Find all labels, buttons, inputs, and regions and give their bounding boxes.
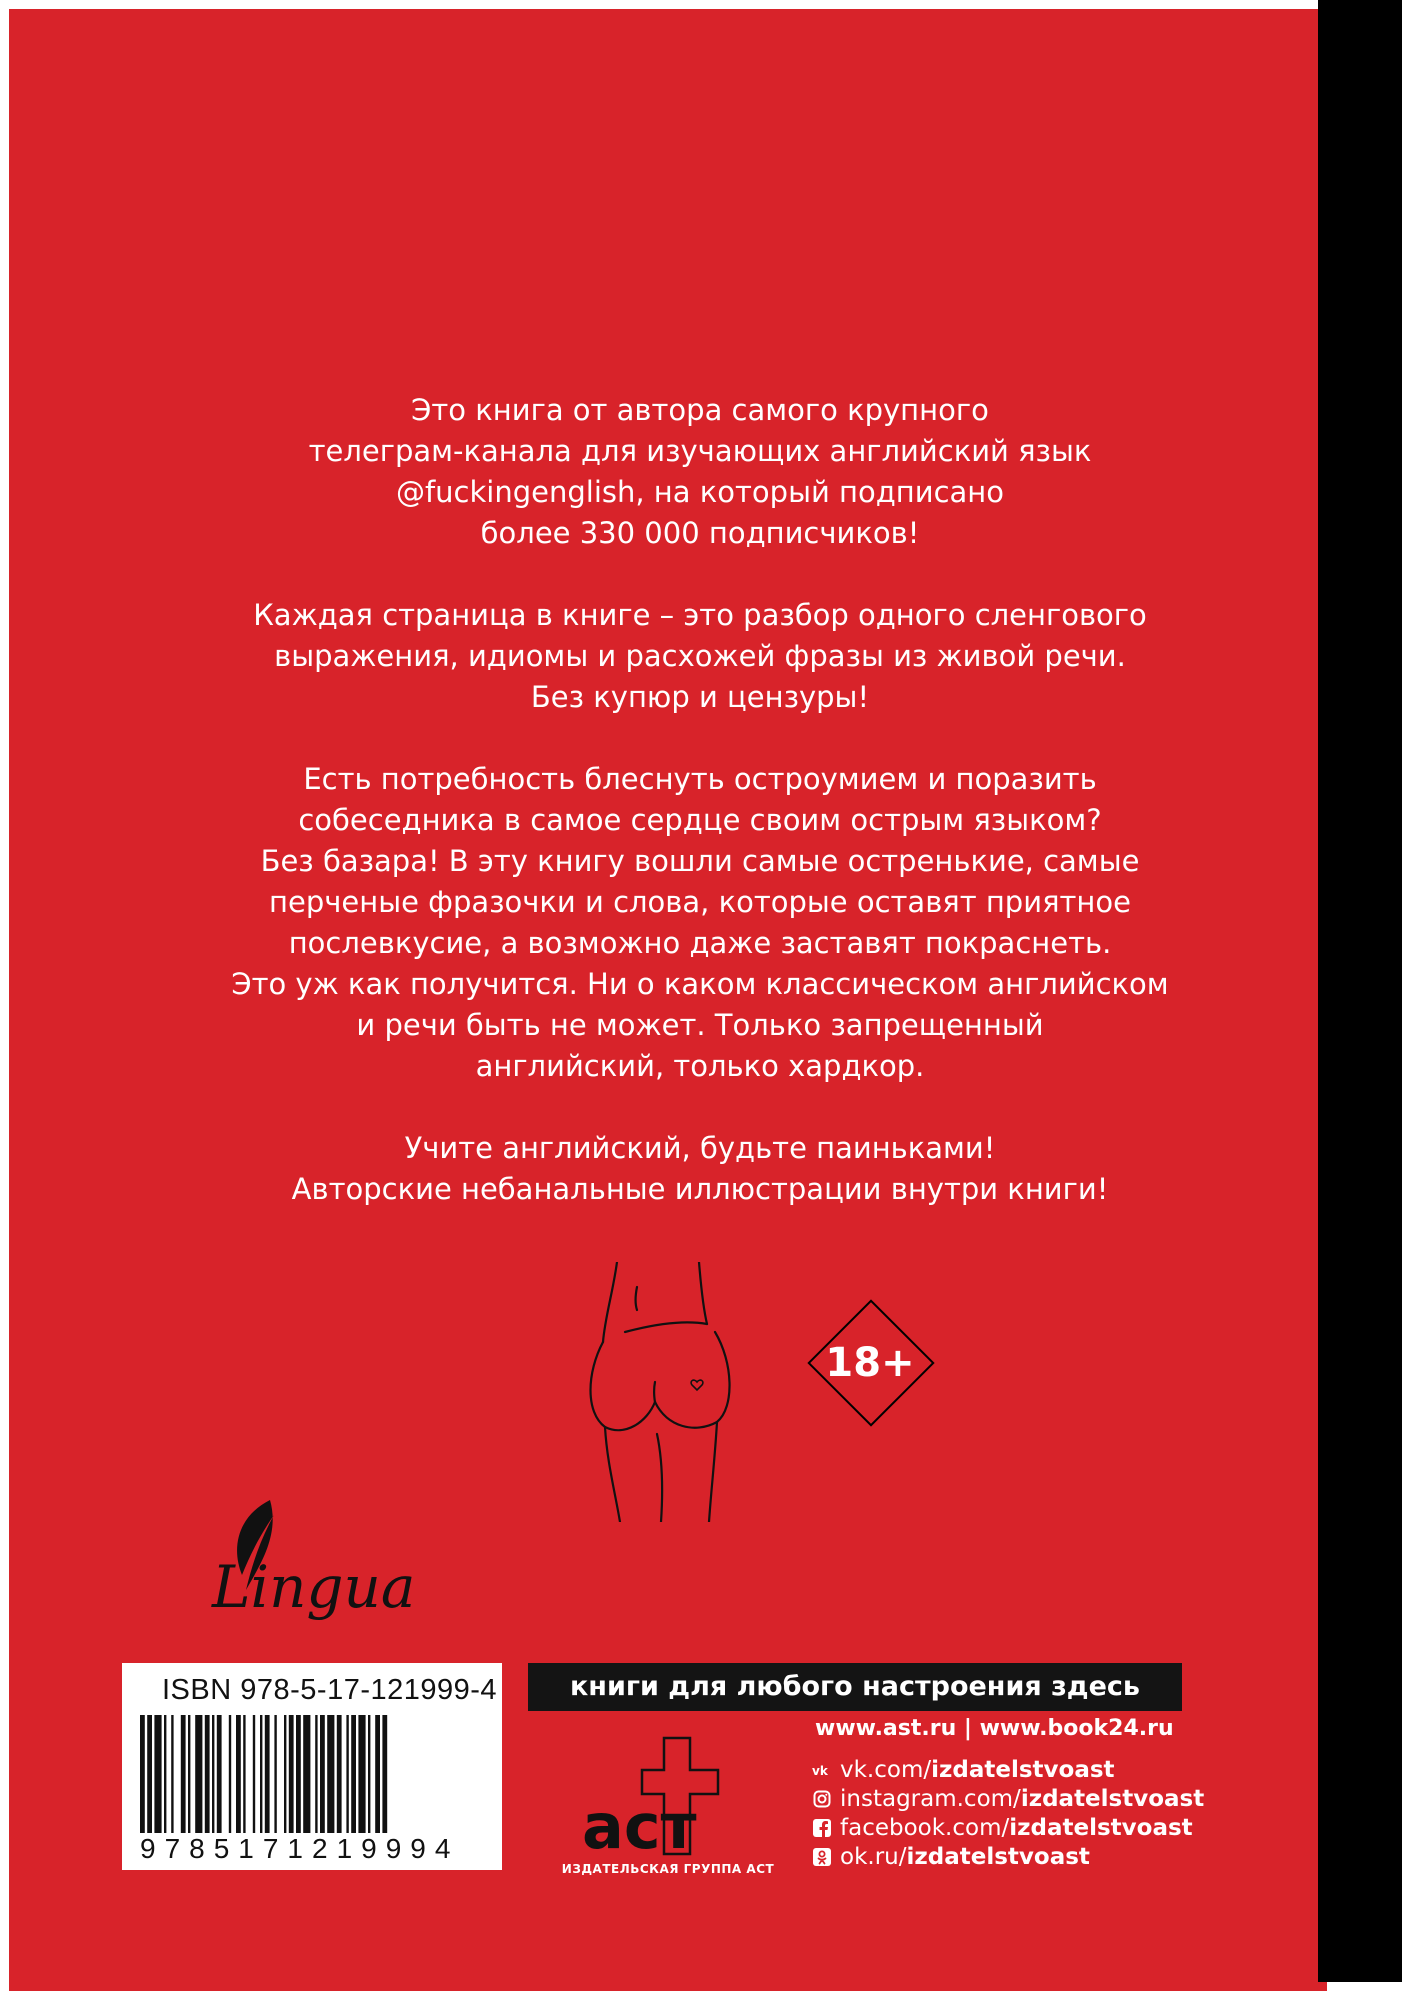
barcode-bar: [296, 1715, 301, 1833]
social-prefix: vk.com/: [840, 1756, 932, 1783]
social-link-instagram[interactable]: [812, 1784, 1204, 1813]
barcode-bar: [140, 1715, 145, 1833]
barcode-bar: [236, 1715, 241, 1833]
social-account: izdatelstvoast: [906, 1843, 1090, 1870]
blurb-paragraph-2: Каждая страница в книге – это разбор одного сленгового выражения, идиомы и расхожей фразы из живой речи. Без купюр и цензуры!: [253, 598, 1147, 714]
isbn-label: ISBN 978-5-17-121999-4: [162, 1674, 498, 1706]
barcode-bar: [188, 1715, 190, 1833]
barcode-bar: [315, 1715, 317, 1833]
barcode-bar: [253, 1715, 255, 1833]
social-account: izdatelstvoast: [1009, 1814, 1193, 1841]
barcode-bar: [337, 1715, 342, 1833]
barcode-bar: [289, 1715, 294, 1833]
social-prefix: facebook.com/: [840, 1814, 1010, 1841]
barcode-bar: [171, 1715, 173, 1833]
isbn-digits: 9785171219994: [140, 1833, 460, 1864]
barcode-bar: [320, 1715, 325, 1833]
barcode-bar: [195, 1715, 202, 1833]
social-account: izdatelstvoast: [1020, 1785, 1205, 1812]
barcode-bar: [274, 1715, 276, 1833]
barcode-bar: [358, 1715, 365, 1833]
blurb-text: [150, 390, 1250, 1251]
barcode-bar: [375, 1715, 380, 1833]
social-prefix: ok.ru/: [840, 1843, 907, 1870]
barcode-bar: [368, 1715, 370, 1833]
social-link-vk[interactable]: [812, 1755, 1204, 1784]
blurb-paragraph-1: Это книга от автора самого крупного телеграм-канала для изучающих английский язык @fuckingenglish, на который подписано более 330 000 подписчиков!: [308, 393, 1092, 550]
social-prefix: instagram.com/: [840, 1785, 1021, 1812]
barcode-box: [122, 1663, 502, 1870]
social-link-odnoklassniki[interactable]: [812, 1842, 1204, 1871]
body-line-illustration: [575, 1262, 745, 1522]
barcode-bar: [260, 1715, 262, 1833]
barcode-bar: [217, 1715, 222, 1833]
odnoklassniki-icon: [812, 1847, 832, 1867]
barcode-bar: [346, 1715, 348, 1833]
social-link-facebook[interactable]: [812, 1813, 1204, 1842]
barcode-bar: [164, 1715, 166, 1833]
blurb-paragraph-4: Учите английский, будьте паиньками! Авторские небанальные иллюстрации внутри книги!: [291, 1131, 1109, 1206]
barcode-bar: [212, 1715, 214, 1833]
barcode-bar: [147, 1715, 152, 1833]
age-rating-badge: [808, 1300, 932, 1424]
barcode-bar: [154, 1715, 161, 1833]
barcode-bar: [229, 1715, 231, 1833]
svg-text:vk: vk: [812, 1763, 828, 1777]
barcode-bar: [181, 1715, 186, 1833]
barcode-bar: [382, 1715, 387, 1833]
vk-icon: [812, 1760, 832, 1780]
barcode-bar: [243, 1715, 245, 1833]
facebook-icon: [812, 1818, 832, 1838]
slogan-banner: книги для любого настроения здесь: [528, 1663, 1182, 1711]
social-account: izdatelstvoast: [931, 1756, 1115, 1783]
barcode-bar: [351, 1715, 356, 1833]
barcode-bar: [303, 1715, 310, 1833]
publisher-name: ИЗДАТЕЛЬСКАЯ ГРУППА АСТ: [561, 1862, 775, 1876]
barcode-bar: [284, 1715, 286, 1833]
lingua-series-logo: [200, 1495, 430, 1635]
barcode-bar: [205, 1715, 210, 1833]
blurb-paragraph-3: Есть потребность блеснуть остроумием и поразить собеседника в самое сердце своим острым языком? Без базара! В эту книгу вошли самые остренькие, самые перченые фразочки и слова, которые оставят приятное послевкусие, а возможно даже заставят покраснеть. Это уж как получится. Ни о каком классическом английском и речи быть не может. Только запрещенный английский, только хардкор.: [231, 762, 1169, 1083]
age-rating-label: 18+: [825, 1340, 915, 1386]
ast-publisher-logo: [578, 1730, 728, 1860]
ast-logo-text: аст: [582, 1790, 697, 1860]
spine-edge: [1318, 0, 1402, 1982]
website-links[interactable]: www.ast.ru | www.book24.ru: [815, 1716, 1174, 1741]
instagram-icon: [812, 1789, 832, 1809]
barcode-graphic: [136, 1715, 488, 1833]
lingua-logo-text: Lingua: [212, 1553, 416, 1621]
social-links: [812, 1755, 1204, 1871]
barcode-bar: [265, 1715, 270, 1833]
barcode-bar: [327, 1715, 334, 1833]
